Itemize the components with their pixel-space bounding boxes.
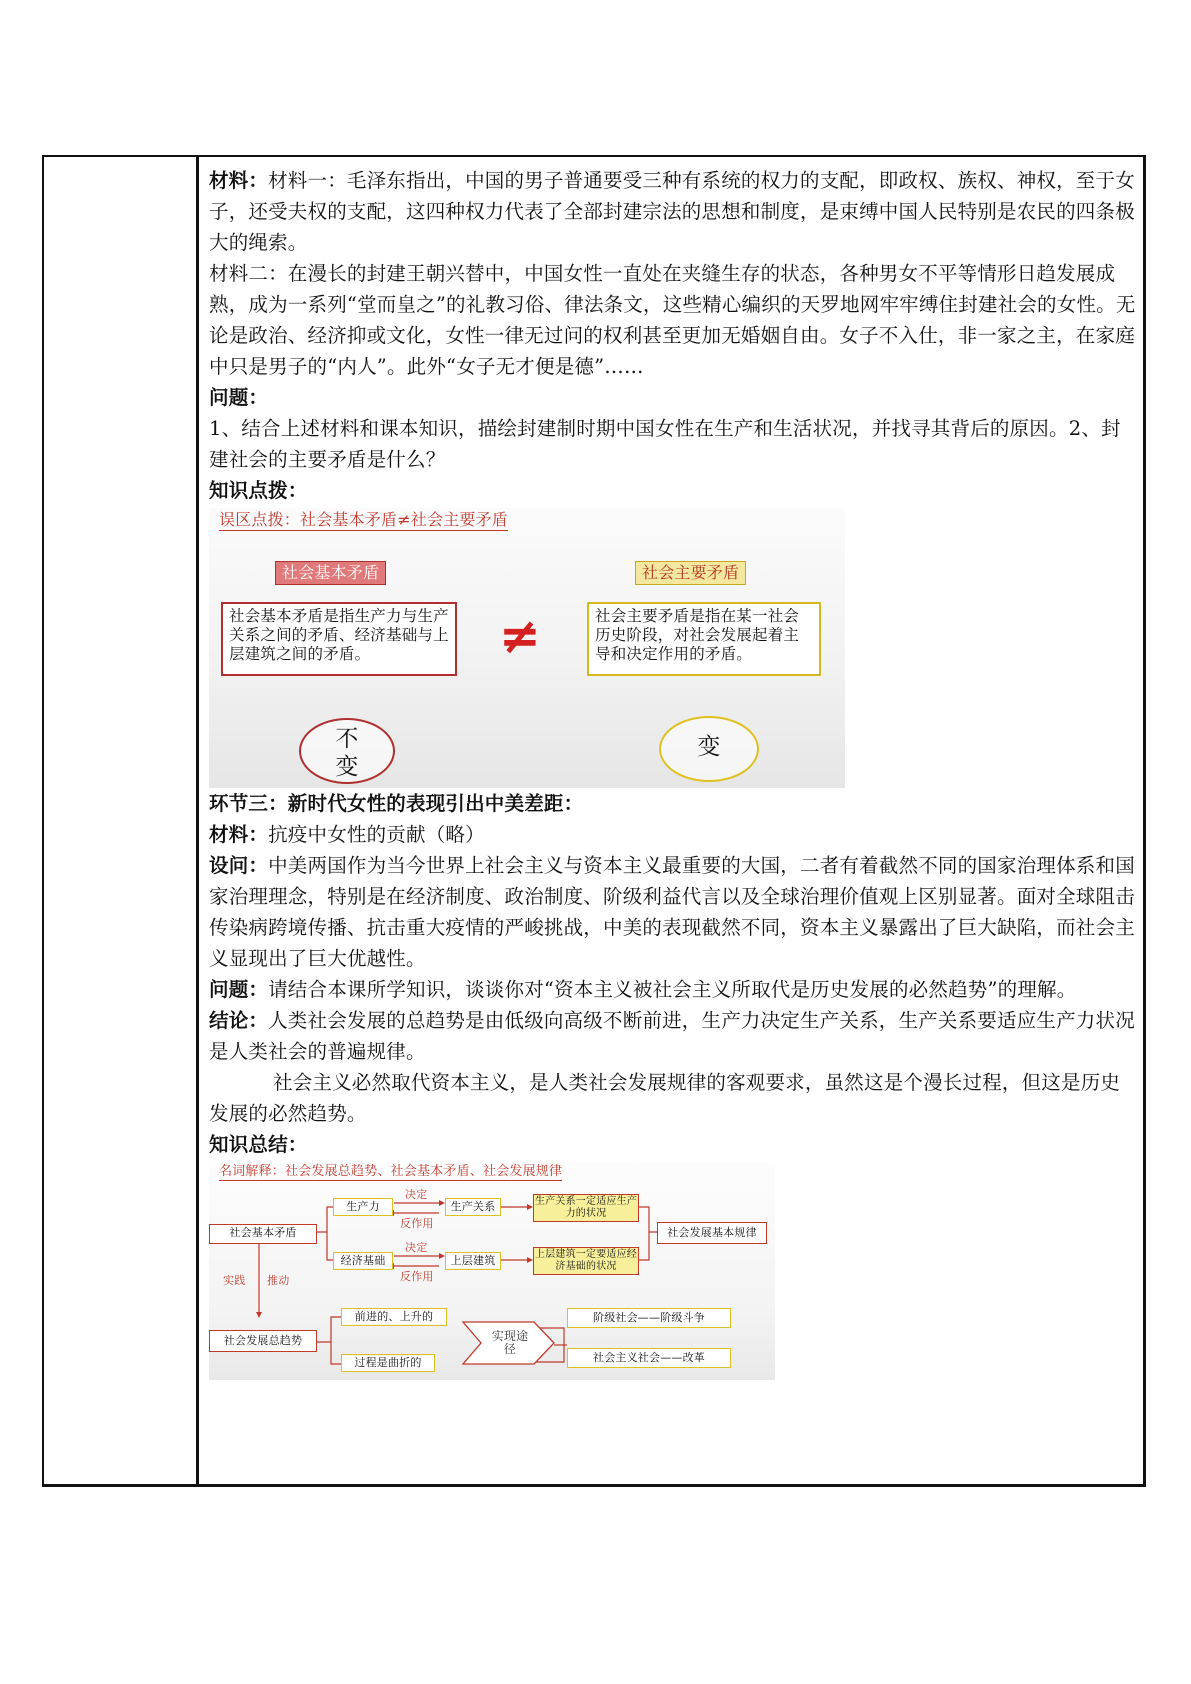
label-decide-1: 决定 bbox=[405, 1188, 428, 1201]
question-text: 1、结合上述材料和课本知识，描绘封建制时期中国女性在生产和生活状况，并找寻其背后的原因。2、封建社会的主要矛盾是什么？ bbox=[209, 417, 1121, 471]
contradiction-figure bbox=[209, 508, 845, 788]
figure-title: 误区点拨：社会基本矛盾≠社会主要矛盾 bbox=[219, 510, 509, 529]
node-class-society: 阶级社会——阶级斗争 bbox=[567, 1308, 731, 1328]
label-decide-2: 决定 bbox=[405, 1241, 428, 1254]
connector-trend-upper bbox=[317, 1317, 341, 1342]
material-label: 材料： bbox=[209, 169, 269, 192]
diagram-title: 名词解释：社会发展总趋势、社会基本矛盾、社会发展规律 bbox=[219, 1164, 563, 1179]
question-setup-text: 中美两国作为当今世界上社会主义与资本主义最重要的大国，二者有着截然不同的国家治理体系和国家治理理念，特别是在经济制度、政治制度、阶级利益代言以及全球治理价值观上区别显著。面对全球阻击传染病跨境传播、抗击重大疫情的严峻挑战，中美的表现截然不同，资本主义暴露出了巨大缺陷，而社会主义显现出了巨大优越性。 bbox=[209, 854, 1135, 970]
node-superstructure: 上层建筑 bbox=[445, 1252, 501, 1270]
label-react-1: 反作用 bbox=[400, 1217, 434, 1230]
node-basic-law: 社会发展基本规律 bbox=[657, 1222, 767, 1244]
material-paragraph-2: 材料二：在漫长的封建王朝兴替中，中国女性一直处在夹缝生存的状态，各种男女不平等情形日趋发展成熟，成为一系列“堂而皇之”的礼教习俗、律法条文，这些精心编织的天罗地网牢牢缚住封建社会的女性。无论是政治、经济抑或文化，女性一律无过问的权利甚至更加无婚姻自由。女子不入仕，非一家之主，在家庭中只是男子的“内人”。此外“女子无才便是德”…… bbox=[209, 262, 1136, 378]
connector-law-upper bbox=[639, 1207, 657, 1232]
unchanging-oval-line-2: 变 bbox=[335, 754, 359, 780]
conclusion bbox=[209, 1005, 1137, 1067]
node-tortuous: 过程是曲折的 bbox=[341, 1354, 435, 1372]
changing-oval: 变 bbox=[659, 716, 759, 782]
material-3 bbox=[209, 819, 1137, 850]
unchanging-oval-line-1: 不 bbox=[335, 726, 359, 752]
conclusion-text-2: 社会主义必然取代资本主义，是人类社会发展规律的客观要求，虽然这是个漫长过程，但这是历史发展的必然趋势。 bbox=[209, 1071, 1121, 1125]
label-promote: 推动 bbox=[267, 1274, 290, 1287]
question-setup bbox=[209, 850, 1137, 974]
conclusion-label: 结论： bbox=[209, 1009, 269, 1032]
connector-upper bbox=[317, 1207, 333, 1232]
lesson-table bbox=[42, 155, 1146, 1487]
basic-contradiction-tag: 社会基本矛盾 bbox=[275, 561, 386, 585]
node-rule-2: 上层建筑一定要适应经济基础的状况 bbox=[533, 1247, 639, 1275]
main-contradiction-definition: 社会主要矛盾是指在某一社会历史阶段，对社会发展起着主导和决定作用的矛盾。 bbox=[587, 602, 821, 676]
material-paragraph-1 bbox=[209, 165, 1137, 258]
column-divider bbox=[196, 157, 199, 1484]
question-label: 问题： bbox=[209, 386, 269, 409]
label-react-2: 反作用 bbox=[400, 1270, 434, 1283]
section-3-heading: 环节三：新时代女性的表现引出中美差距： bbox=[209, 792, 584, 815]
node-economic-base: 经济基础 bbox=[333, 1252, 393, 1270]
lesson-content bbox=[209, 165, 1137, 1380]
node-rule-1: 生产关系一定适应生产力的状况 bbox=[533, 1194, 639, 1222]
question-setup-label: 设问： bbox=[209, 854, 269, 877]
node-development-trend: 社会发展总趋势 bbox=[209, 1330, 317, 1352]
question-2 bbox=[209, 974, 1137, 1005]
basic-contradiction-definition: 社会基本矛盾是指生产力与生产关系之间的矛盾、经济基础与上层建筑之间的矛盾。 bbox=[221, 602, 457, 676]
label-practice: 实践 bbox=[223, 1274, 246, 1287]
node-production-relation: 生产关系 bbox=[445, 1198, 501, 1216]
connector-trend-lower bbox=[331, 1342, 341, 1364]
node-productive-force: 生产力 bbox=[333, 1198, 393, 1216]
connector-law-lower bbox=[639, 1232, 649, 1260]
question-2-text: 请结合本课所学知识，谈谈你对“资本主义被社会主义所取代是历史发展的必然趋势”的理解。 bbox=[268, 978, 1077, 1001]
material-3-text: 抗疫中女性的贡献（略） bbox=[268, 823, 485, 846]
knowledge-tip-label: 知识点拨： bbox=[209, 479, 308, 502]
label-realization-path: 实现途径 bbox=[491, 1329, 529, 1356]
knowledge-summary-diagram bbox=[209, 1162, 775, 1380]
node-forward: 前进的、上升的 bbox=[341, 1308, 447, 1326]
not-equal-sign: ≠ bbox=[499, 607, 542, 665]
conclusion-text: 人类社会发展的总趋势是由低级向高级不断前进，生产力决定生产关系，生产关系要适应生产力状况是人类社会的普遍规律。 bbox=[209, 1009, 1135, 1063]
node-socialist-society: 社会主义社会——改革 bbox=[567, 1348, 731, 1368]
material-text-1: 材料一：毛泽东指出，中国的男子普通要受三种有系统的权力的支配，即政权、族权、神权，至于女子，还受夫权的支配，这四种权力代表了全部封建宗法的思想和制度，是束缚中国人民特别是农民的四条极大的绳索。 bbox=[209, 169, 1135, 254]
question-2-label: 问题： bbox=[209, 978, 269, 1001]
knowledge-summary-label: 知识总结： bbox=[209, 1133, 308, 1156]
unchanging-oval bbox=[299, 718, 395, 784]
node-basic-contradiction: 社会基本矛盾 bbox=[209, 1224, 317, 1244]
arrowhead-down bbox=[256, 1312, 262, 1318]
main-contradiction-tag: 社会主要矛盾 bbox=[635, 561, 746, 585]
material-3-label: 材料： bbox=[209, 823, 269, 846]
